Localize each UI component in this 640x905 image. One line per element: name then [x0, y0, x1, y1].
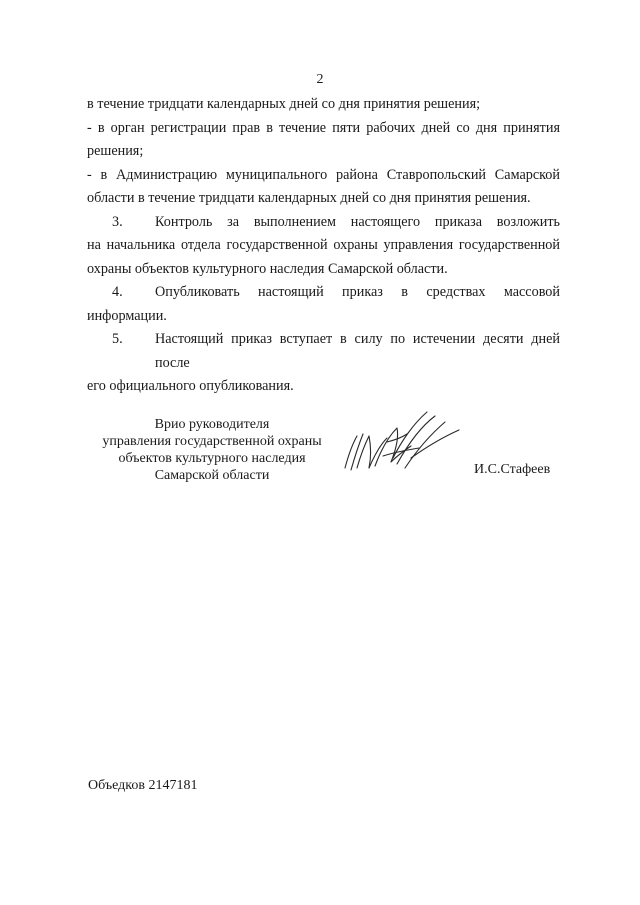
handwritten-signature: [335, 398, 465, 486]
list-item-3: [87, 211, 560, 235]
signatory-title-line: объектов культурного наследия: [118, 451, 306, 466]
paragraph-line: области в течение тридцати календарных дней со дня принятия решения.: [87, 190, 531, 206]
paragraph-line: - в Администрацию муниципального района Ставропольский Самарской: [87, 166, 560, 183]
paragraph-line: Опубликовать настоящий приказ в средствах массовой: [155, 284, 560, 300]
page-number: 2: [316, 72, 324, 87]
paragraph-line: решения;: [87, 143, 144, 159]
signatory-name: И.С.Стафеев: [474, 462, 551, 477]
paragraph-line: на начальника отдела государственной охраны управления государственной: [87, 237, 560, 253]
paragraph-line: - в орган регистрации прав в течение пяти рабочих дней со дня принятия: [87, 119, 560, 136]
paragraph-line: Настоящий приказ вступает в силу по истечении десяти дней после: [155, 331, 560, 371]
signatory-title-line: Самарской области: [154, 468, 270, 483]
signatory-title-line: управления государственной охраны: [102, 434, 322, 449]
item-number: 3.: [112, 213, 123, 230]
paragraph-line: Контроль за выполнением настоящего приказа возложить: [155, 213, 560, 230]
list-item-4: [87, 281, 560, 305]
item-number: 4.: [112, 284, 123, 300]
signatory-title-line: Врио руководителя: [154, 417, 270, 432]
document-body: [87, 93, 560, 399]
signatory-title: [88, 416, 336, 484]
paragraph-line: его официального опубликования.: [87, 378, 294, 394]
executor-note: Объедков 2147181: [88, 778, 198, 793]
paragraph-line: в течение тридцати календарных дней со дня принятия решения;: [87, 96, 481, 112]
item-number: 5.: [112, 331, 123, 347]
paragraph-line: информации.: [87, 307, 167, 324]
paragraph-line: охраны объектов культурного наследия Самарской области.: [87, 260, 448, 277]
list-item-5: [87, 328, 560, 375]
